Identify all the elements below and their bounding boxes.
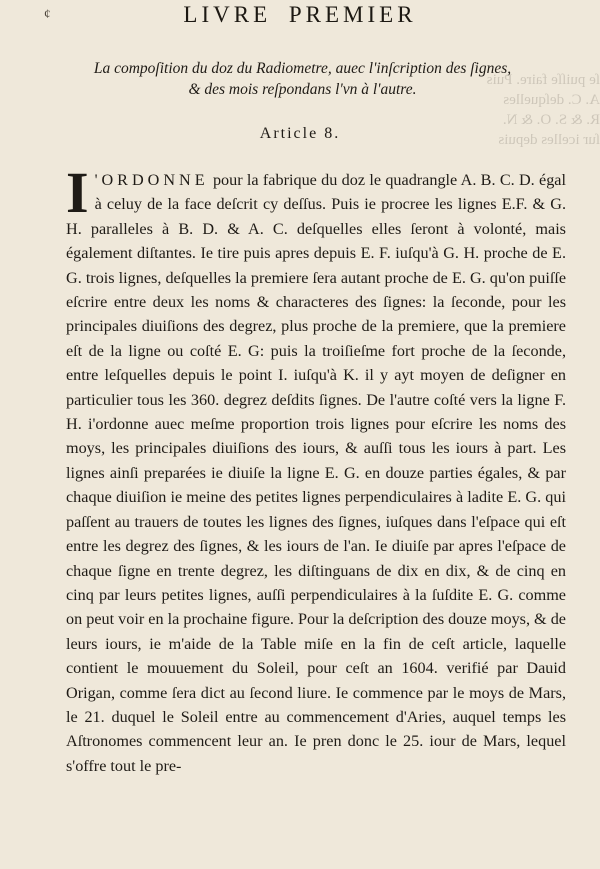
drop-cap: I bbox=[66, 160, 89, 225]
running-head: LIVRE PREMIER bbox=[183, 2, 417, 27]
heading-line-1: La compoſition du doz du Radiometre, auec l'inſcription des ſignes, bbox=[93, 60, 512, 77]
first-words: 'ORDONNE bbox=[94, 171, 209, 189]
chapter-heading bbox=[60, 58, 545, 100]
body-text bbox=[66, 160, 566, 778]
paragraph-text: pour la fabrique du doz le quadrangle A. B. C. D. égal à celuy de la face deſcrit cy deſſus. Puis ie procree les lignes E.F. & G. H. paralleles à B. D. & A. C. deſquelles elles ſeront à volonté, mais également diſtantes. Ie tire puis apres depuis E. F. iuſqu'à G. H. proche de E. G. trois lignes, deſquelles la premiere ſera autant proche de E. G. qu'on puiſſe eſcrire entre deux les noms & characteres des ſignes: la ſeconde, pour les principales diuiſions des degrez, plus proche de la premiere, que la premiere eſt de la ligne ou coſté E. G: puis la troiſieſme fort proche de la ſeconde, entre leſquelles depuis le point I. iuſqu'à K. il y ayt moyen de deſigner en particulier tous les 360. degrez deſdits ſignes. De l'autre coſté vers la ligne F. H. i'ordonne auec meſme proportion trois lignes pour eſcrire les noms des moys, les principales diuiſions des iours, & auſſi tous les iours à part. Les lignes ainſi preparées ie diuiſe la ligne E. G. en douze parties égales, & par chaque diuiſion ie meine des petites lignes perpendiculaires à ladite E. G. qui paſſent au trauers de toutes les lignes des ſignes, iuſques dans l'eſpace qui eſt entre les degrez des ſignes, & les iours de l'an. Ie diuiſe par apres l'eſpace de chaque ſigne en trente degrez, les diſtinguans de dix en dix, & de cinq en cinq par leurs petites lignes, auſſi perpendiculaires à la ſuſdite E. G. comme on peut voir en la prochaine figure. Pour la deſcription des douze moys, & de leurs iours, ie m'aide de la Table miſe en la fin de ceſt article, laquelle contient le mouuement du Soleil, pour ceſt an 1604. verifié par Dauid Origan, comme ſera dict au ſecond liure. Ie commence par le moys de Mars, le 21. duquel le Soleil entre au commencement d'Aries, auquel temps les Aſtronomes commencent leur an. Ie pren donc le 25. iour de Mars, lequel s'offre tout le pre- bbox=[66, 171, 566, 775]
heading-line-2: & des mois reſpondans l'vn à l'autre. bbox=[188, 81, 417, 98]
corner-mark: ¢ bbox=[44, 6, 51, 21]
article-number: Article 8. bbox=[259, 125, 341, 142]
bleed-through-text: ſe puiſſe faire. Puis A. C. deſquelles R. & S. O. & N. ſur icelles depuis bbox=[486, 72, 600, 148]
